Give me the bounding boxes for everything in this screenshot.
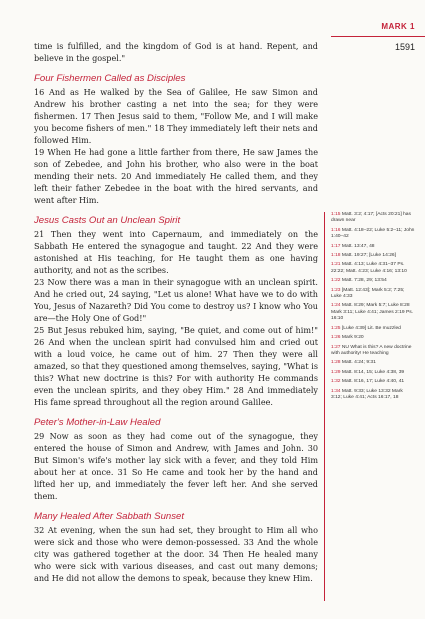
section-heading: Jesus Casts Out an Unclean Spirit [34, 215, 181, 226]
note [331, 288, 415, 301]
note-ref: 1:23 [331, 287, 341, 293]
paragraph: 19 When He had gone a little farther from there, He saw James the son of Zebedee, and John his brother, who also were in the boat mending their nets. 20 And immediately He called them, and they left their father Zebedee in the boat with the hired servants, and went after Him. [34, 147, 318, 205]
note-ref: 1:24 [331, 303, 341, 309]
scripture-text [34, 40, 318, 584]
note-ref: 1:25 [331, 325, 341, 331]
note-text: Matt. 4:18–22; Luke 5:2–11; John 1:40–42 [331, 227, 415, 240]
note-ref: 1:34 [331, 388, 341, 394]
note [331, 326, 415, 332]
note-text: Matt. 3:2; 4:17; [Acts 20:21] has drawn near [331, 212, 411, 224]
note-text: Mark 9:20 [341, 335, 364, 341]
note-text: Matt. 9:33; Luke 13:32 Mark 3:12; Luke 4:41; Acts 16:17, 18 [331, 388, 403, 400]
note [331, 212, 415, 225]
note-text: Matt. 8:29; Mark 5:7; Luke 8:28 Mark 3:11; Luke 4:41; James 2:19 Ps. 16:10 [331, 303, 414, 322]
note [331, 278, 415, 284]
note [331, 335, 415, 341]
note-text: Matt. 19:27; [Luke 14:26] [341, 253, 396, 259]
note [331, 253, 415, 259]
page-number: 1591 [394, 42, 415, 52]
paragraph: 16 And as He walked by the Sea of Galilee, He saw Simon and Andrew his brother casting a net into the sea; for they were fishermen. 17 Then Jesus said to them, "Follow Me, and I will make you become fishers of men." 18 They immediately left their nets and followed Him. [34, 87, 318, 145]
note [331, 389, 415, 402]
column-divider [324, 212, 325, 601]
note-ref: 1:26 [331, 335, 341, 341]
paragraph-block [34, 324, 318, 408]
cross-reference-notes [331, 212, 415, 404]
note-ref: 1:27 [331, 344, 341, 350]
paragraph-block [34, 146, 318, 206]
paragraph: 29 Now as soon as they had come out of the synagogue, they entered the house of Simon and Andrew, with James and John. 30 But Simon's wife's mother lay sick with a fever, and they told Him about her at once. 31 So He came and took her by the hand and lifted her up, and immediately the fever left her. And she served them. [34, 431, 318, 501]
note [331, 360, 415, 366]
paragraph: 25 But Jesus rebuked him, saying, "Be quiet, and come out of him!" 26 And when the unclean spirit had convulsed him and cried out with a loud voice, he came out of him. 27 Then they were all amazed, so that they questioned among themselves, saying, "What is this? What new doctrine is this? For with authority He commands even the unclean spirits, and they obey Him." 28 And immediately His fame spread throughout all the region around Galilee. [34, 325, 318, 407]
note-ref: 1:32 [331, 379, 341, 385]
note-text: [Matt. 12:43]; Mark 5:2; 7:25; Luke 4:33 [331, 287, 405, 300]
paragraph-block [34, 40, 318, 64]
note [331, 379, 415, 385]
note [331, 345, 415, 358]
paragraph: 32 At evening, when the sun had set, they brought to Him all who were sick and those who were demon-possessed. 33 And the whole city was gathered together at the door. 34 Then He healed many who were sick with various diseases, and cast out many demons; and He did not allow the demons to speak, because they knew Him. [34, 525, 318, 583]
paragraph-block [34, 417, 318, 502]
paragraph: 23 Now there was a man in their synagogue with an unclean spirit. And he cried out, 24 saying, "Let us alone! What have we to do with You, Jesus of Nazareth? Did You come to destroy us? I know who You are—the Holy One of God!" [34, 277, 318, 323]
note-ref: 1:18 [331, 253, 341, 259]
section-heading: Peter's Mother-in-Law Healed [34, 417, 161, 428]
section-heading: Many Healed After Sabbath Sunset [34, 511, 185, 522]
note-text: Matt. 4:24; 9:31 [341, 360, 376, 366]
paragraph-block [34, 215, 318, 276]
note-ref: 1:15 [331, 212, 341, 217]
note-ref: 1:16 [331, 227, 341, 233]
note-text: Matt. 8:16, 17; Luke 4:40, 41 [341, 379, 405, 385]
paragraph-block [34, 276, 318, 324]
header-rule [331, 36, 425, 37]
note [331, 262, 415, 275]
note-text: Matt. 13:47, 48 [341, 243, 375, 249]
note-ref: 1:21 [331, 262, 341, 268]
note [331, 370, 415, 376]
running-head: MARK 1 [381, 22, 415, 31]
section-heading: Four Fishermen Called as Disciples [34, 73, 186, 84]
note [331, 303, 415, 322]
note [331, 228, 415, 241]
note-ref: 1:17 [331, 243, 341, 249]
note-ref: 1:28 [331, 360, 341, 366]
paragraph: time is fulfilled, and the kingdom of God is at hand. Repent, and believe in the gospel." [34, 41, 318, 63]
note-ref: 1:22 [331, 278, 341, 284]
note-text: NU What is this? A new doctrine with authority! He teaching [331, 344, 412, 356]
note [331, 244, 415, 250]
note-text: Matt. 4:13; Luke 4:31–37 Ps. 22:22; Matt. 4:23; Luke 4:16; 13:10 [331, 262, 407, 274]
note-text: [Luke 4:39] Lit. Be muzzled [341, 325, 401, 331]
note-text: Matt. 7:28, 29; 13:54 [341, 278, 387, 284]
paragraph: 21 Then they went into Capernaum, and immediately on the Sabbath He entered the synagogue and taught. 22 And they were astonished at His teaching, for He taught them as one having authority, and not as the scribes. [34, 229, 318, 275]
paragraph-block [34, 511, 318, 584]
note-ref: 1:29 [331, 369, 341, 375]
note-text: Matt. 8:14, 15; Luke 4:38, 39 [341, 369, 405, 375]
paragraph-block [34, 73, 318, 146]
